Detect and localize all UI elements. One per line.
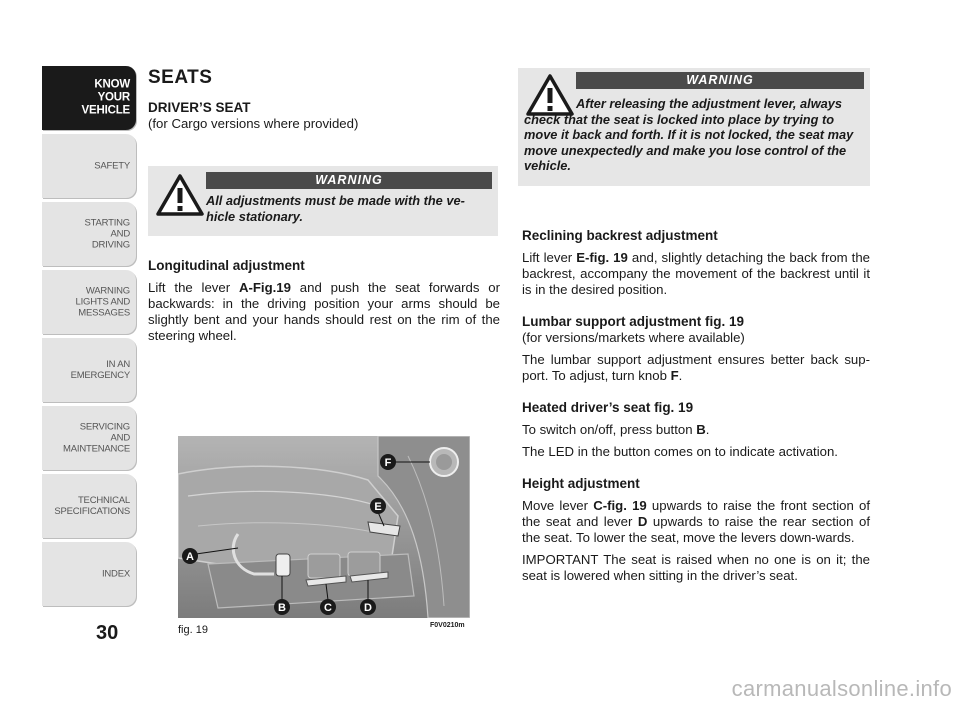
paragraph: The lumbar support adjustment ensures better back sup-port. To adjust, turn knob F. (522, 352, 870, 383)
callout-d (360, 599, 376, 615)
svg-text:F: F (384, 457, 392, 469)
callout-f (380, 454, 396, 470)
paragraph: Lift the lever A-Fig.19 and push the seat forwards or backwards: in the driving position your arms should be slightly bent and your hands should rest on the rim of the steering wheel. (148, 280, 501, 343)
subsection-heading: Reclining backrest adjustment (522, 228, 718, 243)
svg-text:D: D (364, 602, 372, 614)
tab-starting-and-driving[interactable] (42, 202, 136, 266)
tab-label: KNOW YOUR VEHICLE (81, 78, 130, 117)
paragraph: The LED in the button comes on to indicate activation. (522, 444, 838, 459)
subsection-heading: Height adjustment (522, 476, 640, 491)
tab-in-an-emergency[interactable] (42, 338, 136, 402)
subsection-heading: Longitudinal adjustment (148, 258, 305, 273)
watermark: carmanualsonline.info (731, 676, 952, 701)
tab-technical-specifications[interactable] (42, 474, 136, 538)
svg-text:C: C (324, 602, 332, 614)
tab-label: WARNING LIGHTS AND MESSAGES (75, 285, 130, 319)
paragraph: To switch on/off, press button B. (522, 422, 710, 437)
page-title: SEATS (148, 67, 213, 88)
tab-index[interactable] (42, 542, 136, 606)
svg-text:B: B (278, 602, 286, 614)
seat-figure (178, 436, 470, 618)
figure-reference: C-fig. 19 (593, 498, 647, 513)
left-column-header (148, 67, 500, 132)
paragraph: Lift lever E-fig. 19 and, slightly detaching the back from the backrest, accompany the movement of the backrest until it is in the desired position. (522, 250, 870, 297)
subsection-heading: Lumbar support adjustment fig. 19 (522, 314, 745, 329)
warning-label: WARNING (576, 72, 864, 89)
paragraph: Move lever C-fig. 19 upwards to raise the front section of the seat and lever D upwards to raise the rear section of the seat. To lower the seat, move the levers down-wards. (522, 498, 870, 545)
subsection-heading: Heated driver’s seat fig. 19 (522, 400, 694, 415)
tab-label: TECHNICAL SPECIFICATIONS (54, 495, 130, 517)
figure-code: F0V0210m (430, 622, 465, 629)
figure-reference: E-fig. 19 (576, 250, 628, 265)
callout-a (182, 548, 198, 564)
figure-caption: fig. 19 (178, 624, 208, 636)
seat-illustration (178, 436, 470, 618)
section-note: (for Cargo versions where provided) (148, 116, 359, 131)
figure-reference: D (637, 514, 648, 529)
svg-text:A: A (186, 551, 194, 563)
tab-safety[interactable] (42, 134, 136, 198)
chapter-tabs (42, 66, 136, 610)
paragraph: IMPORTANT The seat is raised when no one is on it; the seat is lowered when sitting in the driver’s seat. (522, 552, 870, 583)
warning-text: All adjustments must be made with the ve-hicle stationary. (206, 193, 465, 224)
tab-label: SAFETY (94, 160, 130, 172)
longitudinal-section (148, 258, 500, 344)
section-heading: DRIVER’S SEAT (148, 100, 251, 115)
figure-reference: F (670, 368, 679, 383)
warning-label: WARNING (206, 172, 492, 189)
warning-text: After releasing the adjustment lever, always check that the seat is locked into place by trying to move it back and forth. If it is not locked, the seat may move unexpectedly and make you lose control of the vehicle. (524, 96, 854, 173)
tab-servicing[interactable] (42, 406, 136, 470)
callout-b (274, 599, 290, 615)
callout-c (320, 599, 336, 615)
tab-label: STARTING AND DRIVING (84, 217, 130, 251)
svg-text:E: E (374, 501, 382, 513)
right-column-body (522, 228, 870, 584)
tab-label: INDEX (101, 568, 130, 580)
page-number: 30 (96, 622, 119, 644)
figure-reference: B (696, 422, 706, 437)
tab-know-your-vehicle[interactable] (42, 66, 136, 130)
tab-label: SERVICING AND MAINTENANCE (63, 421, 130, 455)
tab-label: IN AN EMERGENCY (70, 359, 130, 381)
tab-warning-lights[interactable] (42, 270, 136, 334)
callout-e (370, 498, 386, 514)
figure-reference: A-Fig.19 (238, 280, 291, 295)
warning-box (518, 68, 870, 186)
warning-triangle-icon (156, 174, 204, 216)
warning-box (148, 166, 498, 236)
section-note: (for versions/markets where available) (522, 330, 745, 345)
